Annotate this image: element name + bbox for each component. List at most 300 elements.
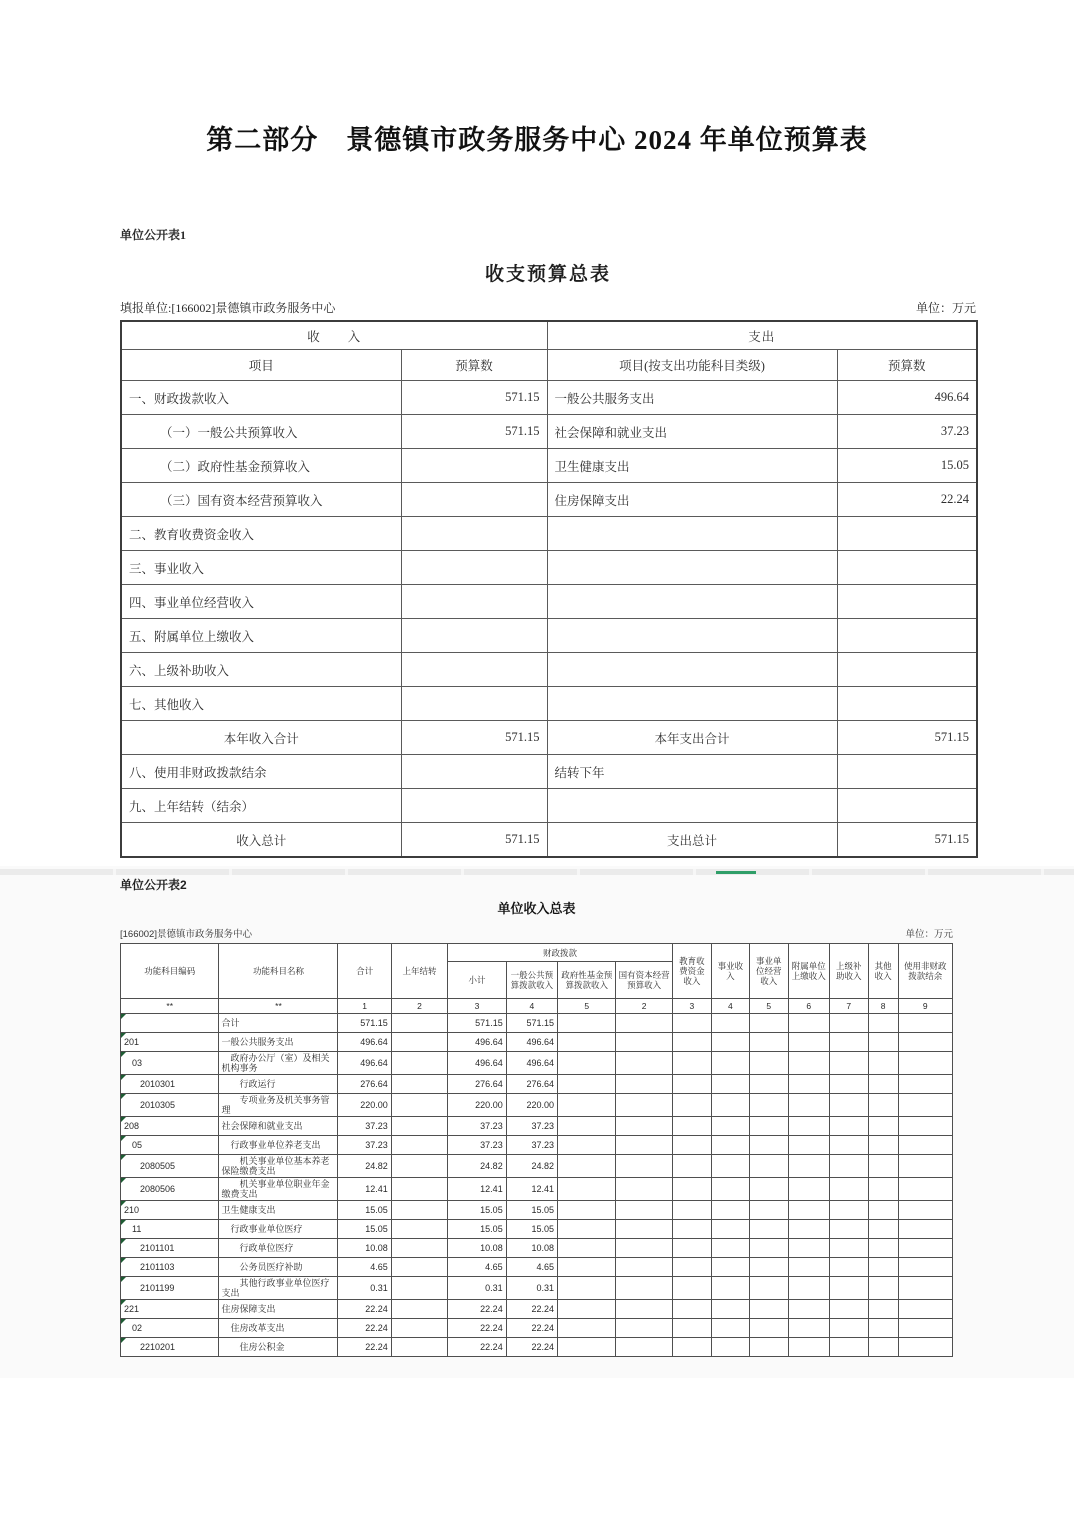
expense-item-cell: 结转下年	[547, 755, 837, 789]
value-cell: 571.15	[448, 1014, 506, 1033]
value-cell	[788, 1201, 829, 1220]
cell-flag-triangle-icon	[121, 1201, 126, 1206]
table2-row	[121, 1155, 953, 1178]
col-header-income-item: 项目	[121, 350, 401, 381]
income-item-cell: 四、事业单位经营收入	[121, 585, 401, 619]
value-cell: 37.23	[338, 1117, 391, 1136]
table2-title: 单位收入总表	[497, 901, 576, 916]
value-cell: 496.64	[506, 1052, 557, 1075]
cell-flag-triangle-icon	[121, 1014, 126, 1019]
value-cell: 22.24	[506, 1300, 557, 1319]
value-cell	[391, 1117, 447, 1136]
value-cell	[616, 1075, 672, 1094]
value-cell	[749, 1075, 788, 1094]
table1-title: 收支预算总表	[484, 264, 611, 285]
income-value-cell	[401, 619, 547, 653]
function-name-cell: 一般公共服务支出	[219, 1033, 338, 1052]
expense-item-cell	[547, 619, 837, 653]
income-item-cell: 六、上级补助收入	[121, 653, 401, 687]
value-cell	[557, 1319, 615, 1338]
value-cell	[898, 1300, 952, 1319]
table1-row	[121, 823, 977, 858]
value-cell	[616, 1117, 672, 1136]
table2-row	[121, 1117, 953, 1136]
function-code-cell: 221	[121, 1300, 219, 1319]
income-group-header: 收 入	[121, 321, 547, 350]
value-cell: 10.08	[448, 1239, 506, 1258]
table2-row	[121, 1033, 953, 1052]
value-cell: 22.24	[448, 1319, 506, 1338]
function-code-cell: 2080505	[121, 1155, 219, 1178]
column-header: 功能科目名称	[219, 944, 338, 999]
table2-row	[121, 1300, 953, 1319]
value-cell	[788, 1220, 829, 1239]
value-cell	[616, 1136, 672, 1155]
expense-value-cell	[837, 517, 977, 551]
expense-item-cell	[547, 687, 837, 721]
value-cell	[749, 1258, 788, 1277]
table1-row	[121, 755, 977, 789]
value-cell	[788, 1052, 829, 1075]
function-code-cell: 210	[121, 1201, 219, 1220]
value-cell	[391, 1014, 447, 1033]
value-cell	[616, 1052, 672, 1075]
column-header: 一般公共预算拨款收入	[506, 962, 557, 999]
income-item-cell: 九、上年结转（结余）	[121, 789, 401, 823]
value-cell	[711, 1239, 749, 1258]
table2-row	[121, 1319, 953, 1338]
value-cell	[868, 1136, 898, 1155]
value-cell	[829, 1220, 868, 1239]
column-header: 事业单位经营收入	[749, 944, 788, 999]
column-number-cell: 2	[391, 999, 447, 1014]
column-number-cell: 5	[557, 999, 615, 1014]
column-header: 合计	[338, 944, 391, 999]
value-cell	[672, 1201, 711, 1220]
table2-row	[121, 1178, 953, 1201]
column-number-cell: 4	[711, 999, 749, 1014]
function-code-cell	[121, 1014, 219, 1033]
value-cell: 220.00	[338, 1094, 391, 1117]
value-cell	[391, 1201, 447, 1220]
value-cell	[711, 1319, 749, 1338]
table1-row	[121, 415, 977, 449]
value-cell	[616, 1239, 672, 1258]
value-cell	[557, 1300, 615, 1319]
value-cell	[829, 1338, 868, 1357]
expense-item-cell	[547, 551, 837, 585]
value-cell	[749, 1094, 788, 1117]
table1-subline	[120, 299, 976, 316]
value-cell: 496.64	[448, 1052, 506, 1075]
value-cell	[672, 1239, 711, 1258]
value-cell	[616, 1094, 672, 1117]
function-name-cell: 合计	[219, 1014, 338, 1033]
value-cell	[898, 1136, 952, 1155]
value-cell	[557, 1258, 615, 1277]
value-cell: 22.24	[338, 1338, 391, 1357]
value-cell	[711, 1117, 749, 1136]
value-cell	[672, 1052, 711, 1075]
value-cell: 37.23	[506, 1117, 557, 1136]
value-cell	[557, 1075, 615, 1094]
value-cell	[898, 1239, 952, 1258]
value-cell	[868, 1277, 898, 1300]
value-cell	[829, 1094, 868, 1117]
value-cell	[788, 1094, 829, 1117]
value-cell: 37.23	[506, 1136, 557, 1155]
value-cell	[557, 1338, 615, 1357]
value-cell: 15.05	[338, 1201, 391, 1220]
value-cell	[788, 1117, 829, 1136]
expense-value-cell: 37.23	[837, 415, 977, 449]
function-code-cell: 2080506	[121, 1178, 219, 1201]
cell-flag-triangle-icon	[121, 1239, 126, 1244]
expense-value-cell: 22.24	[837, 483, 977, 517]
value-cell	[616, 1201, 672, 1220]
function-name-cell: 行政事业单位医疗	[219, 1220, 338, 1239]
value-cell	[557, 1117, 615, 1136]
value-cell	[557, 1052, 615, 1075]
value-cell	[672, 1277, 711, 1300]
table1-row	[121, 517, 977, 551]
expense-value-cell	[837, 653, 977, 687]
function-code-cell: 2010301	[121, 1075, 219, 1094]
income-item-cell: 本年收入合计	[121, 721, 401, 755]
column-header: 教育收费资金收入	[672, 944, 711, 999]
value-cell	[868, 1338, 898, 1357]
value-cell	[829, 1136, 868, 1155]
col-header-expense-item: 项目(按支出功能科目类级)	[547, 350, 837, 381]
unit-income-section	[120, 876, 953, 1357]
income-item-cell: 五、附属单位上缴收入	[121, 619, 401, 653]
value-cell	[616, 1178, 672, 1201]
value-cell	[898, 1338, 952, 1357]
value-cell	[616, 1319, 672, 1338]
value-cell	[749, 1155, 788, 1178]
value-cell: 4.65	[338, 1258, 391, 1277]
value-cell	[391, 1239, 447, 1258]
value-cell	[829, 1075, 868, 1094]
value-cell	[788, 1136, 829, 1155]
expense-item-cell: 住房保障支出	[547, 483, 837, 517]
expense-item-cell	[547, 585, 837, 619]
column-header: 使用非财政拨款结余	[898, 944, 952, 999]
income-item-cell: 一、财政拨款收入	[121, 381, 401, 415]
value-cell	[749, 1117, 788, 1136]
income-value-cell	[401, 585, 547, 619]
table2-header-row-1	[121, 944, 953, 962]
value-cell	[672, 1014, 711, 1033]
column-number-cell: 3	[672, 999, 711, 1014]
function-name-cell: 行政事业单位养老支出	[219, 1136, 338, 1155]
cell-flag-triangle-icon	[121, 1052, 126, 1057]
function-name-cell: 行政单位医疗	[219, 1239, 338, 1258]
value-cell	[711, 1033, 749, 1052]
expense-item-cell	[547, 789, 837, 823]
cell-flag-triangle-icon	[121, 1178, 126, 1183]
column-number-cell: 2	[616, 999, 672, 1014]
expense-value-cell	[837, 585, 977, 619]
value-cell	[391, 1338, 447, 1357]
cell-flag-triangle-icon	[121, 1319, 126, 1324]
income-value-cell	[401, 449, 547, 483]
income-value-cell	[401, 653, 547, 687]
col-header-expense-budget: 预算数	[837, 350, 977, 381]
column-header: 上年结转	[391, 944, 447, 999]
column-number-cell: 3	[448, 999, 506, 1014]
value-cell: 496.64	[506, 1033, 557, 1052]
value-cell	[868, 1155, 898, 1178]
expense-group-header: 支出	[547, 321, 977, 350]
income-item-cell: （二）政府性基金预算收入	[121, 449, 401, 483]
function-code-cell: 02	[121, 1319, 219, 1338]
function-name-cell: 住房改革支出	[219, 1319, 338, 1338]
value-cell: 22.24	[338, 1300, 391, 1319]
value-cell	[829, 1258, 868, 1277]
value-cell: 571.15	[506, 1014, 557, 1033]
value-cell	[711, 1178, 749, 1201]
column-number-cell: 8	[868, 999, 898, 1014]
expense-value-cell: 15.05	[837, 449, 977, 483]
value-cell	[788, 1033, 829, 1052]
function-name-cell: 机关事业单位职业年金缴费支出	[219, 1178, 338, 1201]
cell-flag-triangle-icon	[121, 1155, 126, 1160]
table2-row	[121, 1220, 953, 1239]
function-code-cell: 2010305	[121, 1094, 219, 1117]
income-item-cell: 二、教育收费资金收入	[121, 517, 401, 551]
value-cell	[391, 1277, 447, 1300]
unit-income-table	[120, 943, 953, 1357]
value-cell: 276.64	[338, 1075, 391, 1094]
value-cell	[672, 1033, 711, 1052]
expense-item-cell: 卫生健康支出	[547, 449, 837, 483]
value-cell	[898, 1319, 952, 1338]
table1-row	[121, 381, 977, 415]
value-cell	[788, 1178, 829, 1201]
table2-row	[121, 1258, 953, 1277]
table1-group-header-row	[121, 321, 977, 350]
table2-row	[121, 1277, 953, 1300]
column-number-cell: 5	[749, 999, 788, 1014]
value-cell	[749, 1239, 788, 1258]
income-value-cell	[401, 517, 547, 551]
value-cell	[711, 1052, 749, 1075]
table2-label: 单位公开表2	[120, 878, 187, 892]
value-cell	[898, 1052, 952, 1075]
column-header: 事业收入	[711, 944, 749, 999]
value-cell	[672, 1338, 711, 1357]
value-cell	[391, 1300, 447, 1319]
column-header: 上级补助收入	[829, 944, 868, 999]
value-cell	[788, 1319, 829, 1338]
value-cell	[557, 1155, 615, 1178]
value-cell	[868, 1239, 898, 1258]
income-item-cell: 七、其他收入	[121, 687, 401, 721]
value-cell	[898, 1220, 952, 1239]
value-cell: 496.64	[448, 1033, 506, 1052]
cell-flag-triangle-icon	[121, 1094, 126, 1099]
cell-flag-triangle-icon	[121, 1277, 126, 1282]
value-cell: 15.05	[506, 1201, 557, 1220]
value-cell: 15.05	[338, 1220, 391, 1239]
cell-flag-triangle-icon	[121, 1033, 126, 1038]
value-cell: 0.31	[506, 1277, 557, 1300]
function-name-cell: 公务员医疗补助	[219, 1258, 338, 1277]
value-cell	[711, 1136, 749, 1155]
income-item-cell: 三、事业收入	[121, 551, 401, 585]
table2-subline	[120, 926, 953, 940]
table1-row	[121, 483, 977, 517]
table2-unit-name: [166002]景德镇市政务服务中心	[120, 929, 252, 940]
expense-item-cell	[547, 517, 837, 551]
income-value-cell	[401, 687, 547, 721]
value-cell	[829, 1052, 868, 1075]
value-cell	[868, 1258, 898, 1277]
value-cell	[749, 1136, 788, 1155]
function-name-cell: 专项业务及机关事务管理	[219, 1094, 338, 1117]
value-cell	[868, 1201, 898, 1220]
function-code-cell: 2101199	[121, 1277, 219, 1300]
value-cell: 4.65	[448, 1258, 506, 1277]
value-cell	[898, 1075, 952, 1094]
income-item-cell: （三）国有资本经营预算收入	[121, 483, 401, 517]
value-cell	[829, 1300, 868, 1319]
value-cell	[711, 1201, 749, 1220]
function-name-cell: 机关事业单位基本养老保险缴费支出	[219, 1155, 338, 1178]
table2-row	[121, 1201, 953, 1220]
value-cell	[391, 1136, 447, 1155]
expense-item-cell: 社会保障和就业支出	[547, 415, 837, 449]
value-cell	[749, 1033, 788, 1052]
income-value-cell: 571.15	[401, 415, 547, 449]
table1-row	[121, 653, 977, 687]
value-cell: 12.41	[338, 1178, 391, 1201]
expense-value-cell	[837, 551, 977, 585]
value-cell	[749, 1178, 788, 1201]
value-cell	[672, 1300, 711, 1319]
expense-value-cell	[837, 619, 977, 653]
value-cell	[868, 1220, 898, 1239]
cell-flag-triangle-icon	[121, 1136, 126, 1141]
column-number-cell: 7	[829, 999, 868, 1014]
value-cell	[616, 1033, 672, 1052]
function-name-cell: 住房保障支出	[219, 1300, 338, 1319]
value-cell	[898, 1258, 952, 1277]
value-cell	[898, 1201, 952, 1220]
value-cell	[868, 1075, 898, 1094]
function-code-cell: 201	[121, 1033, 219, 1052]
function-code-cell: 208	[121, 1117, 219, 1136]
value-cell: 276.64	[448, 1075, 506, 1094]
function-name-cell: 卫生健康支出	[219, 1201, 338, 1220]
value-cell	[829, 1277, 868, 1300]
col-header-income-budget: 预算数	[401, 350, 547, 381]
expense-item-cell: 本年支出合计	[547, 721, 837, 755]
function-code-cell: 11	[121, 1220, 219, 1239]
value-cell	[711, 1300, 749, 1319]
value-cell: 496.64	[338, 1052, 391, 1075]
value-cell	[616, 1220, 672, 1239]
budget-summary-section	[120, 226, 976, 858]
function-code-cell: 03	[121, 1052, 219, 1075]
table1-label: 单位公开表1	[120, 228, 187, 242]
column-header: 其他收入	[868, 944, 898, 999]
value-cell	[557, 1220, 615, 1239]
value-cell	[788, 1155, 829, 1178]
value-cell	[616, 1300, 672, 1319]
value-cell	[868, 1300, 898, 1319]
value-cell	[868, 1094, 898, 1117]
page-title: 第二部分 景德镇市政务服务中心 2024 年单位预算表	[206, 125, 868, 155]
value-cell	[749, 1338, 788, 1357]
function-code-cell: 2210201	[121, 1338, 219, 1357]
function-code-cell: 2101103	[121, 1258, 219, 1277]
column-header: 附属单位上缴收入	[788, 944, 829, 999]
expense-value-cell: 571.15	[837, 823, 977, 858]
value-cell	[672, 1319, 711, 1338]
value-cell	[616, 1155, 672, 1178]
value-cell	[868, 1117, 898, 1136]
expense-item-cell: 一般公共服务支出	[547, 381, 837, 415]
value-cell	[711, 1258, 749, 1277]
value-cell	[749, 1052, 788, 1075]
table2-row	[121, 1239, 953, 1258]
value-cell	[616, 1014, 672, 1033]
value-cell	[391, 1319, 447, 1338]
value-cell	[672, 1136, 711, 1155]
table2-unit-note: 单位：万元	[905, 929, 953, 940]
value-cell: 15.05	[506, 1220, 557, 1239]
function-name-cell: 其他行政事业单位医疗支出	[219, 1277, 338, 1300]
cell-flag-triangle-icon	[121, 1258, 126, 1263]
value-cell	[788, 1300, 829, 1319]
value-cell	[868, 1033, 898, 1052]
budget-summary-tbody	[121, 381, 977, 858]
column-header: 小计	[448, 962, 506, 999]
value-cell: 22.24	[448, 1338, 506, 1357]
value-cell	[829, 1319, 868, 1338]
value-cell: 37.23	[448, 1136, 506, 1155]
value-cell	[898, 1155, 952, 1178]
expense-value-cell: 496.64	[837, 381, 977, 415]
income-value-cell: 571.15	[401, 381, 547, 415]
value-cell	[829, 1033, 868, 1052]
value-cell	[672, 1094, 711, 1117]
value-cell	[898, 1033, 952, 1052]
value-cell	[898, 1117, 952, 1136]
value-cell	[557, 1014, 615, 1033]
cell-flag-triangle-icon	[121, 1117, 126, 1122]
table1-row	[121, 585, 977, 619]
value-cell	[898, 1178, 952, 1201]
function-code-cell: 2101101	[121, 1239, 219, 1258]
value-cell	[672, 1117, 711, 1136]
table1-row	[121, 449, 977, 483]
value-cell	[672, 1178, 711, 1201]
income-value-cell	[401, 551, 547, 585]
function-code-cell: 05	[121, 1136, 219, 1155]
value-cell	[898, 1094, 952, 1117]
table1-reporting-unit: 填报单位:[166002]景德镇市政务服务中心	[120, 301, 336, 315]
value-cell	[829, 1014, 868, 1033]
value-cell	[788, 1075, 829, 1094]
value-cell	[711, 1075, 749, 1094]
value-cell	[557, 1094, 615, 1117]
table1-row	[121, 551, 977, 585]
value-cell	[749, 1201, 788, 1220]
value-cell: 15.05	[448, 1201, 506, 1220]
